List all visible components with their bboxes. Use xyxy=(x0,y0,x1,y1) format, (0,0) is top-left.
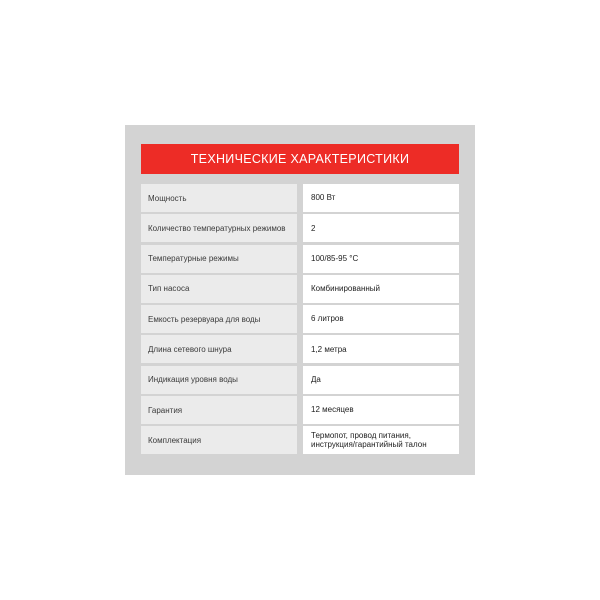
spec-value: 800 Вт xyxy=(303,184,459,212)
spec-row-package-contents xyxy=(141,426,459,454)
spec-row-pump-type xyxy=(141,275,459,303)
spec-label: Гарантия xyxy=(141,396,297,424)
spec-label: Температурные режимы xyxy=(141,245,297,273)
spec-value: Комбинированный xyxy=(303,275,459,303)
spec-label: Комплектация xyxy=(141,426,297,454)
spec-value: Термопот, провод питания, инструкция/гарантийный талон xyxy=(303,426,459,454)
spec-value: 2 xyxy=(303,214,459,242)
spec-row-cord-length xyxy=(141,335,459,363)
spec-label: Мощность xyxy=(141,184,297,212)
spec-row-power xyxy=(141,184,459,212)
spec-value: 1,2 метра xyxy=(303,335,459,363)
spec-label: Емкость резервуара для воды xyxy=(141,305,297,333)
spec-value: Да xyxy=(303,366,459,394)
spec-value: 100/85-95 °С xyxy=(303,245,459,273)
spec-row-water-level-indicator xyxy=(141,366,459,394)
spec-card-title: ТЕХНИЧЕСКИЕ ХАРАКТЕРИСТИКИ xyxy=(141,144,459,174)
spec-row-temperature-modes xyxy=(141,245,459,273)
spec-row-tank-capacity xyxy=(141,305,459,333)
spec-card xyxy=(125,125,475,475)
spec-row-warranty xyxy=(141,396,459,424)
spec-label: Длина сетевого шнура xyxy=(141,335,297,363)
spec-value: 12 месяцев xyxy=(303,396,459,424)
spec-row-temperature-modes-count xyxy=(141,214,459,242)
spec-value: 6 литров xyxy=(303,305,459,333)
spec-label: Количество температурных режимов xyxy=(141,214,297,242)
spec-table xyxy=(141,184,459,454)
spec-label: Тип насоса xyxy=(141,275,297,303)
spec-label: Индикация уровня воды xyxy=(141,366,297,394)
